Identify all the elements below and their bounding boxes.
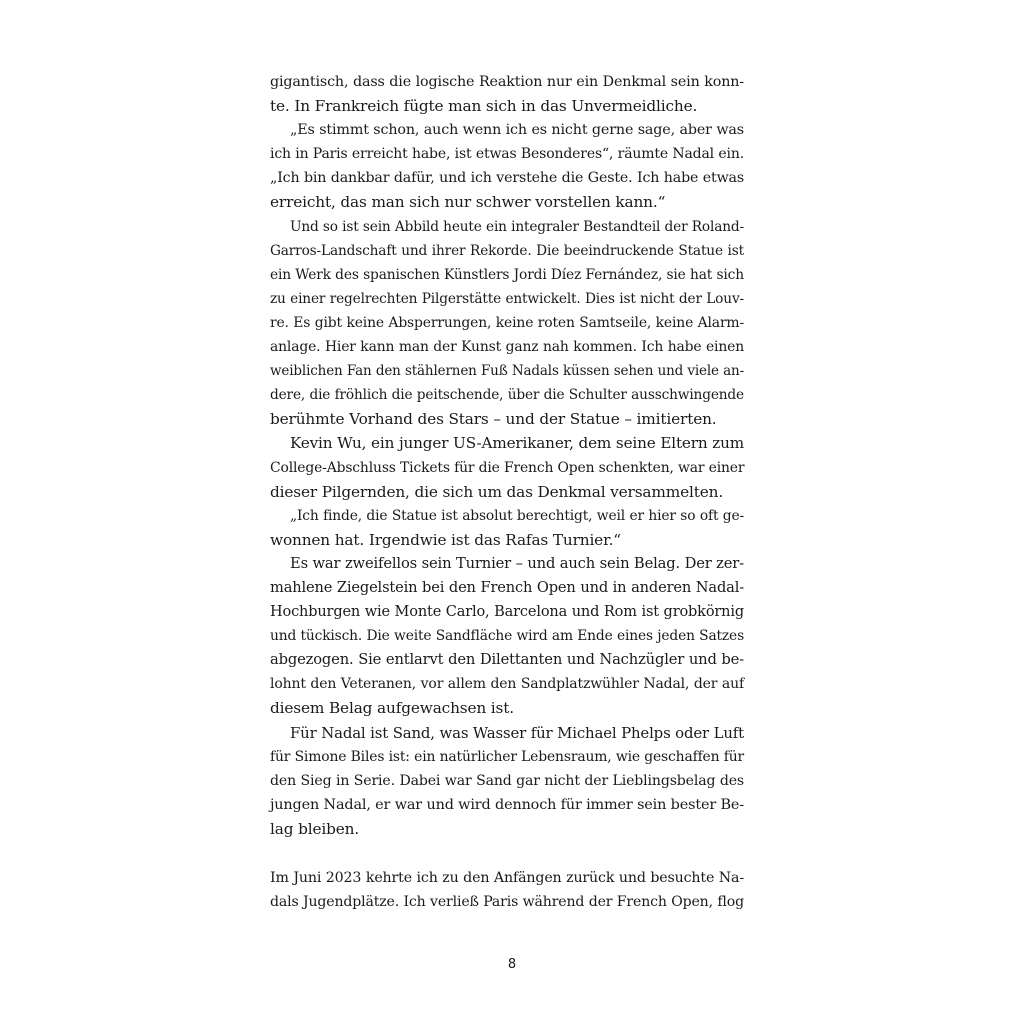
text-line: jungen Nadal, er war und wird dennoch für immer sein bester Be- xyxy=(270,796,744,813)
text-line: Kevin Wu, ein junger US-Amerikaner, dem seine Eltern zum xyxy=(290,434,744,453)
text-line: dere, die fröhlich die peitschende, über die Schulter ausschwingende xyxy=(270,387,744,404)
text-line: lohnt den Veteranen, vor allem den Sandplatzwühler Nadal, der auf xyxy=(270,676,744,693)
paragraph xyxy=(270,118,744,214)
paragraph xyxy=(270,215,744,432)
text-line: Garros-Landschaft und ihrer Rekorde. Die beeindruckende Statue ist xyxy=(270,242,744,259)
text-line: College-Abschluss Tickets für die French Open schenkten, war einer xyxy=(270,459,745,476)
text-line: Im Juni 2023 kehrte ich zu den Anfängen zurück und besuchte Na- xyxy=(270,870,744,886)
paragraph xyxy=(270,721,744,841)
paragraph xyxy=(270,431,744,503)
text-line: anlage. Hier kann man der Kunst ganz nah kommen. Ich habe einen xyxy=(270,339,744,356)
text-line: gigantisch, dass die logische Reaktion nur ein Denkmal sein konn- xyxy=(270,74,744,90)
paragraph xyxy=(270,866,744,914)
text-line: für Simone Biles ist: ein natürlicher Lebensraum, wie geschaffen für xyxy=(270,748,744,765)
text-line: mahlene Ziegelstein bei den French Open und in anderen Nadal- xyxy=(270,578,744,596)
text-line: Und so ist sein Abbild heute ein integraler Bestandteil der Roland- xyxy=(290,218,744,235)
paragraph xyxy=(270,70,744,118)
text-line: lag bleiben. xyxy=(270,819,360,838)
text-line: diesem Belag aufgewachsen ist. xyxy=(270,699,514,718)
text-line: ich in Paris erreicht habe, ist etwas Besonderes“, räumte Nadal ein. xyxy=(270,146,744,163)
paragraph xyxy=(270,504,744,552)
text-line: Hochburgen wie Monte Carlo, Barcelona und Rom ist grobkörnig xyxy=(270,604,744,621)
section-break xyxy=(270,841,744,866)
text-line: abgezogen. Sie entlarvt den Dilettanten und Nachzügler und be- xyxy=(270,651,744,669)
text-line: erreicht, das man sich nur schwer vorstellen kann.“ xyxy=(270,193,666,212)
text-line: wonnen hat. Irgendwie ist das Rafas Turnier.“ xyxy=(270,530,621,549)
text-line: und tückisch. Die weite Sandfläche wird am Ende eines jeden Satzes xyxy=(270,628,744,645)
text-line: re. Es gibt keine Absperrungen, keine roten Samtseile, keine Alarm- xyxy=(270,314,744,331)
text-line: „Ich finde, die Statue ist absolut berechtigt, weil er hier so oft ge- xyxy=(290,507,744,524)
text-line: dieser Pilgernden, die sich um das Denkmal versammelten. xyxy=(270,482,724,501)
text-line: dals Jugendplätze. Ich verließ Paris während der French Open, flog xyxy=(270,894,744,911)
text-line: te. In Frankreich fügte man sich in das Unvermeidliche. xyxy=(270,97,698,116)
text-line: Für Nadal ist Sand, was Wasser für Michael Phelps oder Luft xyxy=(290,723,744,742)
text-line: „Ich bin dankbar dafür, und ich verstehe die Geste. Ich habe etwas xyxy=(270,170,744,187)
text-line: den Sieg in Serie. Dabei war Sand gar nicht der Lieblingsbelag des xyxy=(270,772,744,789)
text-line: „Es stimmt schon, auch wenn ich es nicht gerne sage, aber was xyxy=(290,122,744,139)
text-line: berühmte Vorhand des Stars – und der Statue – imitierten. xyxy=(270,410,717,429)
text-line: zu einer regelrechten Pilgerstätte entwickelt. Dies ist nicht der Louv- xyxy=(270,290,744,307)
text-line: ein Werk des spanischen Künstlers Jordi Díez Fernández, sie hat sich xyxy=(270,266,744,283)
paragraph xyxy=(270,552,744,721)
page-number: 8 xyxy=(507,957,517,972)
text-line: Es war zweifellos sein Turnier – und auch sein Belag. Der zer- xyxy=(290,554,744,572)
text-line: weiblichen Fan den stählernen Fuß Nadals küssen sehen und viele an- xyxy=(270,363,744,380)
body-text xyxy=(270,70,744,914)
